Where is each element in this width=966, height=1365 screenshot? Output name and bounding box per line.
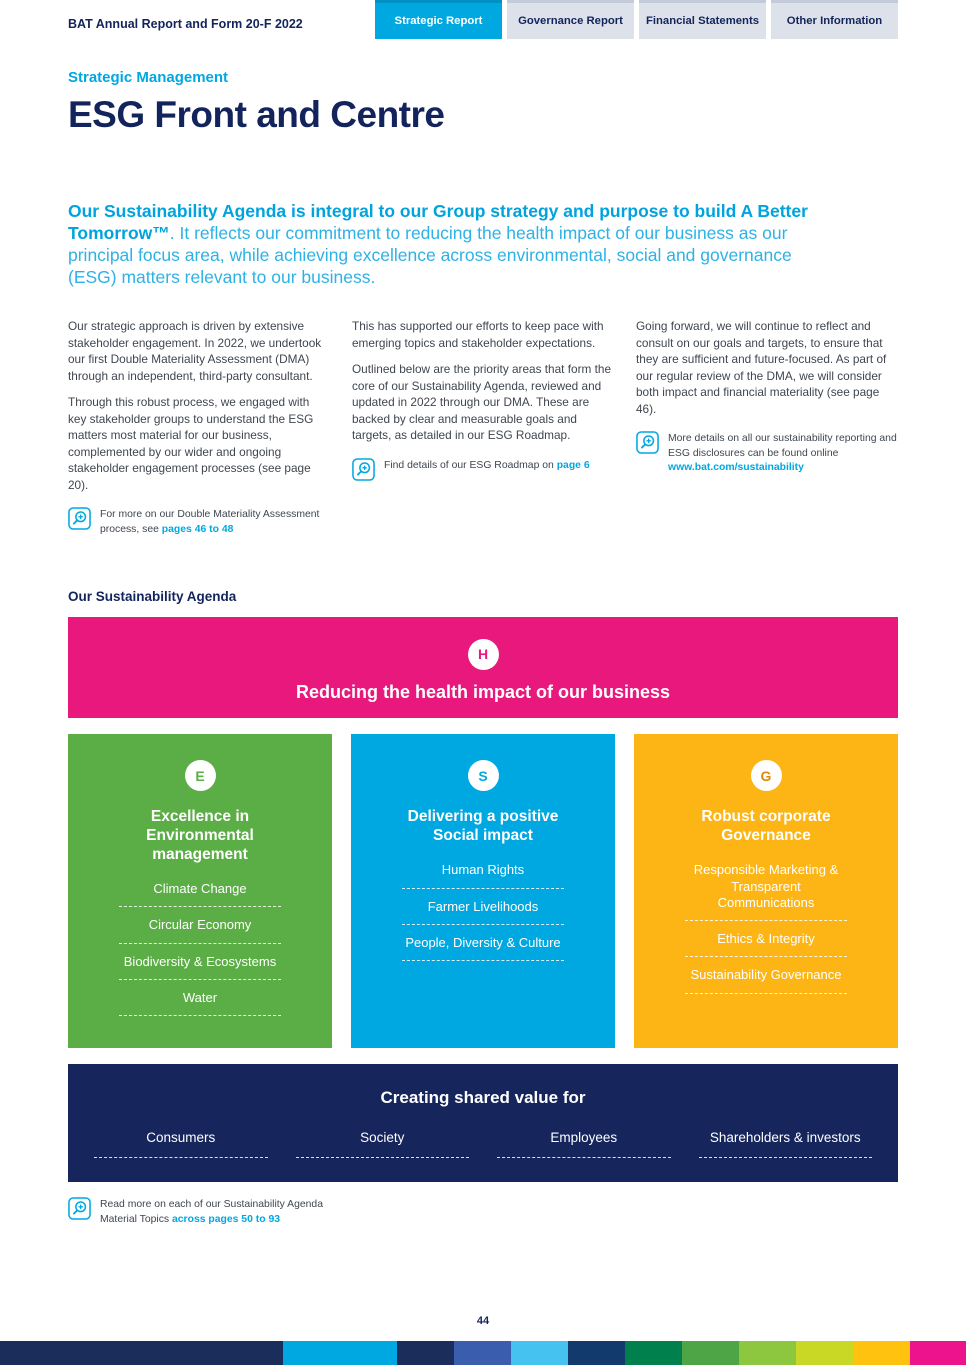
material-topic: Water — [119, 990, 282, 1016]
stripe-segment — [625, 1341, 682, 1365]
card-social — [351, 734, 615, 1048]
material-topic: Responsible Marketing & Transparent Communications — [685, 862, 848, 921]
page-content — [0, 69, 966, 1227]
note-text — [384, 458, 590, 474]
body-paragraph: Outlined below are the priority areas that form the core of our Sustainability Agenda, reviewed and updated in 2022 through our DMA. These are backed by clear and measurable goals and targets, as detailed in our ESG Roadmap. — [352, 362, 612, 443]
page-ref-link-6[interactable]: page 6 — [556, 459, 590, 471]
stripe-segment — [511, 1341, 568, 1365]
material-topic: Ethics & Integrity — [685, 931, 848, 957]
health-letter-badge: H — [468, 639, 499, 670]
intro-rest-text: . It reflects our commitment to reducing the health impact of our business as our principal focus area, while achieving excellence across environmental, social and governance (ESG) matters relevant to our business. — [68, 223, 792, 288]
material-topic: Biodiversity & Ecosystems — [119, 954, 282, 980]
crossref-note-roadmap — [352, 458, 614, 481]
magnifier-plus-icon — [68, 507, 91, 530]
material-topic: Sustainability Governance — [685, 967, 848, 993]
material-topic: Climate Change — [119, 881, 282, 907]
stripe-segment — [910, 1341, 966, 1365]
page-title: ESG Front and Centre — [68, 94, 445, 135]
magnifier-plus-icon — [636, 431, 659, 454]
environment-letter-badge: E — [185, 760, 216, 791]
note-text — [668, 431, 898, 476]
body-paragraph: This has supported our efforts to keep pace with emerging topics and stakeholder expectations. — [352, 319, 604, 350]
card-title: Robust corporate Governance — [701, 808, 831, 845]
stripe-segment — [853, 1341, 910, 1365]
intro-bold-text: Our Sustainability Agenda is integral to our Group strategy and purpose to build A Better Tomorrow™ — [68, 201, 808, 244]
magnifier-plus-icon — [352, 458, 375, 481]
stripe-segment — [283, 1341, 397, 1365]
stripe-segment — [796, 1341, 853, 1365]
note-body: For more on our Double Materiality Assessment process, see — [100, 509, 320, 535]
card-title: Delivering a positive Social impact — [407, 808, 559, 845]
body-paragraph: Our strategic approach is driven by extensive stakeholder engagement. In 2022, we undertook our first Double Materiality Assessment (DMA) through an independent, third-party consultant. — [68, 319, 322, 383]
agenda-heading: Our Sustainability Agenda — [68, 589, 237, 605]
document-title: BAT Annual Report and Form 20-F 2022 — [68, 17, 303, 31]
stripe-segment — [739, 1341, 796, 1365]
note-text — [100, 507, 330, 537]
material-topic: Human Rights — [402, 862, 565, 888]
tab-governance-report[interactable]: Governance Report — [507, 0, 634, 39]
shared-value-title: Creating shared value for — [380, 1088, 586, 1108]
crossref-note-material-topics — [68, 1197, 898, 1227]
stripe-segment — [454, 1341, 511, 1365]
note-text — [100, 1197, 350, 1227]
card-governance — [634, 734, 898, 1048]
page-ref-link-50-93[interactable]: across pages 50 to 93 — [172, 1213, 281, 1225]
stripe-segment — [682, 1341, 739, 1365]
stripe-segment — [397, 1341, 454, 1365]
value-item-society: Society — [296, 1130, 470, 1158]
body-column-3 — [636, 318, 898, 537]
value-item-shareholders: Shareholders & investors — [699, 1130, 873, 1158]
magnifier-plus-icon — [68, 1197, 91, 1220]
stripe-segment — [0, 1341, 283, 1365]
stripe-segment — [568, 1341, 625, 1365]
card-environmental — [68, 734, 332, 1048]
body-columns — [68, 318, 898, 537]
material-topic: Farmer Livelihoods — [402, 899, 565, 925]
body-paragraph: Going forward, we will continue to reflect and consult on our goals and targets, to ensure that they are sufficient and future-focused. As part of our regular review of the DMA, we will consider both impact and financial materiality (see page 46). — [636, 319, 887, 416]
tab-other-information[interactable]: Other Information — [771, 0, 898, 39]
body-column-1 — [68, 318, 330, 537]
body-paragraph: Through this robust process, we engaged with key stakeholder groups to understand the ESG matters most material for our business, complemented by our wider and ongoing stakeholder engagement processes (see page 20). — [68, 395, 314, 492]
material-topic: Circular Economy — [119, 917, 282, 943]
health-banner — [68, 617, 898, 718]
health-banner-title: Reducing the health impact of our business — [295, 681, 671, 702]
governance-letter-badge: G — [751, 760, 782, 791]
tab-financial-statements[interactable]: Financial Statements — [639, 0, 766, 39]
material-topic: People, Diversity & Culture — [402, 935, 565, 961]
shared-value-items — [94, 1130, 872, 1158]
page-number: 44 — [476, 1315, 490, 1327]
page-ref-link-46-48[interactable]: pages 46 to 48 — [161, 523, 234, 535]
footer-stripe — [0, 1341, 966, 1365]
tab-strategic-report[interactable]: Strategic Report — [375, 0, 502, 39]
section-tabs — [375, 0, 898, 39]
intro-paragraph — [68, 200, 840, 288]
page-header — [0, 0, 966, 39]
section-eyebrow: Strategic Management — [68, 69, 229, 86]
note-body: Find details of our ESG Roadmap on — [384, 459, 557, 471]
shared-value-banner — [68, 1064, 898, 1182]
crossref-note-dma — [68, 507, 330, 537]
sustainability-url-link[interactable]: www.bat.com/sustainability — [668, 462, 804, 474]
body-column-2 — [352, 318, 614, 537]
value-item-employees: Employees — [497, 1130, 671, 1158]
value-item-consumers: Consumers — [94, 1130, 268, 1158]
social-letter-badge: S — [468, 760, 499, 791]
note-body: Read more on each of our Sustainability Agenda Material Topics — [100, 1199, 323, 1225]
crossref-note-online — [636, 431, 898, 476]
note-body: More details on all our sustainability reporting and ESG disclosures can be found online — [668, 433, 897, 459]
card-title: Excellence in Environmental management — [146, 808, 254, 864]
esg-cards — [68, 734, 898, 1048]
